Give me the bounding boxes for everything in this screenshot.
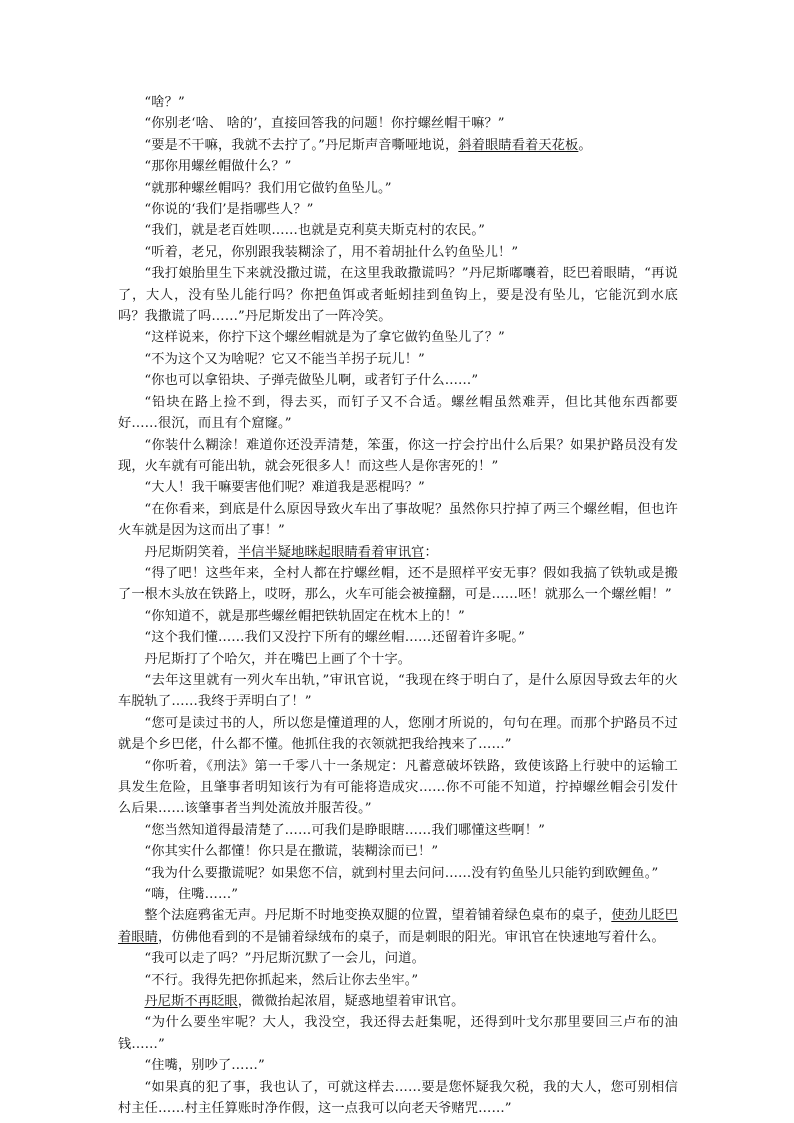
paragraph bbox=[118, 713, 678, 756]
paragraph bbox=[118, 670, 678, 713]
paragraph bbox=[118, 220, 678, 241]
paragraph bbox=[118, 1077, 678, 1120]
text-run: “不为这个又为啥呢？它又不能当羊拐子玩儿！” bbox=[144, 351, 425, 367]
text-run: “铅块在路上捡不到，得去买，而钉子又不合适。螺丝帽虽然难弄，但比其他东西都要好……很沉，而且有个窟窿。” bbox=[118, 394, 678, 432]
text-run: “我为什么要撒谎呢？如果您不信，就到村里去问问……没有钓鱼坠儿只能钓到欧鲤鱼。” bbox=[144, 865, 659, 881]
text-run: “啥？” bbox=[144, 95, 185, 110]
paragraph bbox=[118, 841, 678, 862]
underlined-phrase: 半信半疑地眯起眼睛看着审讯官 bbox=[237, 544, 425, 560]
paragraph bbox=[118, 242, 678, 263]
text-run: “你说的‘我们’是指哪些人？” bbox=[144, 202, 314, 218]
paragraph bbox=[118, 327, 678, 348]
text-run: 整个法庭鸦雀无声。丹尼斯不时地变换双腿的位置，望着铺着绿色桌布的桌子， bbox=[144, 908, 612, 924]
text-run: 。 bbox=[578, 137, 592, 153]
text-run: “大人！我干嘛要害他们呢？难道我是恶棍吗？” bbox=[144, 480, 425, 496]
text-run: 丹尼斯打了个哈欠，并在嘴巴上画了个十字。 bbox=[144, 651, 412, 667]
text-run: “这样说来，你拧下这个螺丝帽就是为了拿它做钓鱼坠儿了？” bbox=[144, 330, 505, 346]
text-run: “住嘴，别吵了……” bbox=[144, 1058, 265, 1074]
paragraph bbox=[118, 820, 678, 841]
paragraph bbox=[118, 991, 678, 1012]
paragraph bbox=[118, 178, 678, 199]
text-run: ，微微抬起浓眉，疑惑地望着审讯官。 bbox=[237, 994, 465, 1010]
text-run: “我们，就是老百姓呗……也就是克利莫夫斯克村的农民。” bbox=[144, 223, 486, 239]
text-run: 丹尼斯阴笑着， bbox=[144, 544, 238, 560]
story-text bbox=[118, 92, 678, 1120]
paragraph bbox=[118, 499, 678, 542]
text-run: “要是不干嘛，我就不去拧了。”丹尼斯声音嘶哑地说， bbox=[144, 137, 459, 153]
text-run: “你装什么糊涂！难道你还没弄清楚，笨蛋，你这一拧会拧出什么后果？如果护路员没有发现，火车就有可能出轨，就会死很多人！而这些人是你害死的！” bbox=[118, 437, 678, 474]
paragraph bbox=[118, 199, 678, 220]
paragraph bbox=[118, 370, 678, 391]
text-run: “就那种螺丝帽吗？我们用它做钓鱼坠儿。” bbox=[144, 180, 392, 196]
text-run: “去年这里就有一列火车出轨，”审讯官说，“我现在终于明白了，是什么原因导致去年的火车脱轨了……我终于弄明白了！” bbox=[118, 672, 678, 710]
paragraph bbox=[118, 863, 678, 884]
paragraph bbox=[118, 135, 678, 156]
text-run: “那你用螺丝帽做什么？” bbox=[144, 159, 292, 175]
text-run: “你其实什么都懂！你只是在撒谎，装糊涂而已！” bbox=[144, 844, 439, 860]
paragraph bbox=[118, 970, 678, 991]
text-run: “我打娘胎里生下来就没撒过谎，在这里我敢撒谎吗？”丹尼斯嘟囔着，眨巴着眼睛，“再说了，大人，没有坠儿能行吗？你把鱼饵或者蚯蚓挂到鱼钩上，要是没有坠儿，它能沉到水底吗？我撒谎了吗……”丹尼斯发出了一阵冷笑。 bbox=[118, 266, 678, 325]
text-run: “你别老‘啥、 啥的’，直接回答我的问题！你拧螺丝帽干嘛？” bbox=[144, 116, 505, 132]
paragraph bbox=[118, 92, 678, 113]
text-run: “在你看来，到底是什么原因导致火车出了事故呢？虽然你只拧掉了两三个螺丝帽，但也许火车就是因为这而出了事！” bbox=[118, 501, 678, 539]
text-run: “听着，老兄，你别跟我装糊涂了，用不着胡扯什么钓鱼坠儿！” bbox=[144, 244, 519, 260]
paragraph bbox=[118, 263, 678, 327]
paragraph bbox=[118, 905, 678, 948]
text-run: “为什么要坐牢呢？大人，我没空，我还得去赶集呢，还得到叶戈尔那里要回三卢布的油钱……” bbox=[118, 1015, 678, 1052]
text-run: “嗨，住嘴……” bbox=[144, 887, 239, 903]
paragraph bbox=[118, 884, 678, 905]
text-run: “你知道不，就是那些螺丝帽把铁轨固定在枕木上的！” bbox=[144, 608, 465, 624]
text-run: “不行。我得先把你抓起来，然后让你去坐牢。” bbox=[144, 972, 419, 988]
text-run: “您可是读过书的人，所以您是懂道理的人，您刚才所说的，句句在理。而那个护路员不过就是个乡巴佬，什么都不懂。他抓住我的衣领就把我给拽来了……” bbox=[118, 715, 678, 753]
paragraph bbox=[118, 156, 678, 177]
paragraph bbox=[118, 948, 678, 969]
text-run: “我可以走了吗？”丹尼斯沉默了一会儿，问道。 bbox=[144, 951, 425, 967]
underlined-phrase: 丹尼斯不再眨眼 bbox=[144, 994, 238, 1010]
underlined-phrase: 斜着眼睛看着天花板 bbox=[458, 137, 579, 153]
paragraph bbox=[118, 349, 678, 370]
text-run: “这个我们懂……我们又没拧下所有的螺丝帽……还留着许多呢。” bbox=[144, 630, 526, 646]
text-run: “如果真的犯了事，我也认了，可就这样去……要是您怀疑我欠税，我的大人，您可别相信村主任……村主任算账时净作假，这一点我可以向老天爷赌咒……” bbox=[118, 1079, 678, 1117]
paragraph bbox=[118, 477, 678, 498]
paragraph bbox=[118, 435, 678, 478]
paragraph bbox=[118, 1055, 678, 1076]
paragraph bbox=[118, 1012, 678, 1055]
text-run: “您当然知道得最清楚了……可我们是睁眼瞎……我们哪懂这些啊！” bbox=[144, 822, 545, 838]
paragraph bbox=[118, 649, 678, 670]
text-run: “你听着，《刑法》第一千零八十一条规定：凡蓄意破坏铁路，致使该路上行驶中的运输工具发生危险，且肇事者明知该行为有可能将造成灾……你不可能不知道，拧掉螺丝帽会引发什么后果……该肇事者当判处流放并服苦役。” bbox=[118, 758, 678, 817]
text-run: ： bbox=[424, 544, 438, 560]
text-run: “你也可以拿铅块、子弹壳做坠儿啊，或者钉子什么……” bbox=[144, 373, 479, 389]
text-run: “得了吧！这些年来，全村人都在拧螺丝帽，还不是照样平安无事？假如我搞了铁轨或是搬了一根木头放在铁路上，哎呀，那么，火车可能会被撞翻，可是……呸！就那么一个螺丝帽！” bbox=[118, 565, 678, 603]
underlined-phrase: 使劲儿眨巴着眼睛 bbox=[118, 908, 679, 945]
paragraph bbox=[118, 563, 678, 606]
paragraph bbox=[118, 392, 678, 435]
paragraph bbox=[118, 627, 678, 648]
paragraph bbox=[118, 606, 678, 627]
text-run: ，仿佛他看到的不是铺着绿绒布的桌子，而是刺眼的阳光。审讯官在快速地写着什么。 bbox=[158, 929, 665, 945]
paragraph bbox=[118, 542, 678, 563]
paragraph bbox=[118, 756, 678, 820]
paragraph bbox=[118, 113, 678, 134]
